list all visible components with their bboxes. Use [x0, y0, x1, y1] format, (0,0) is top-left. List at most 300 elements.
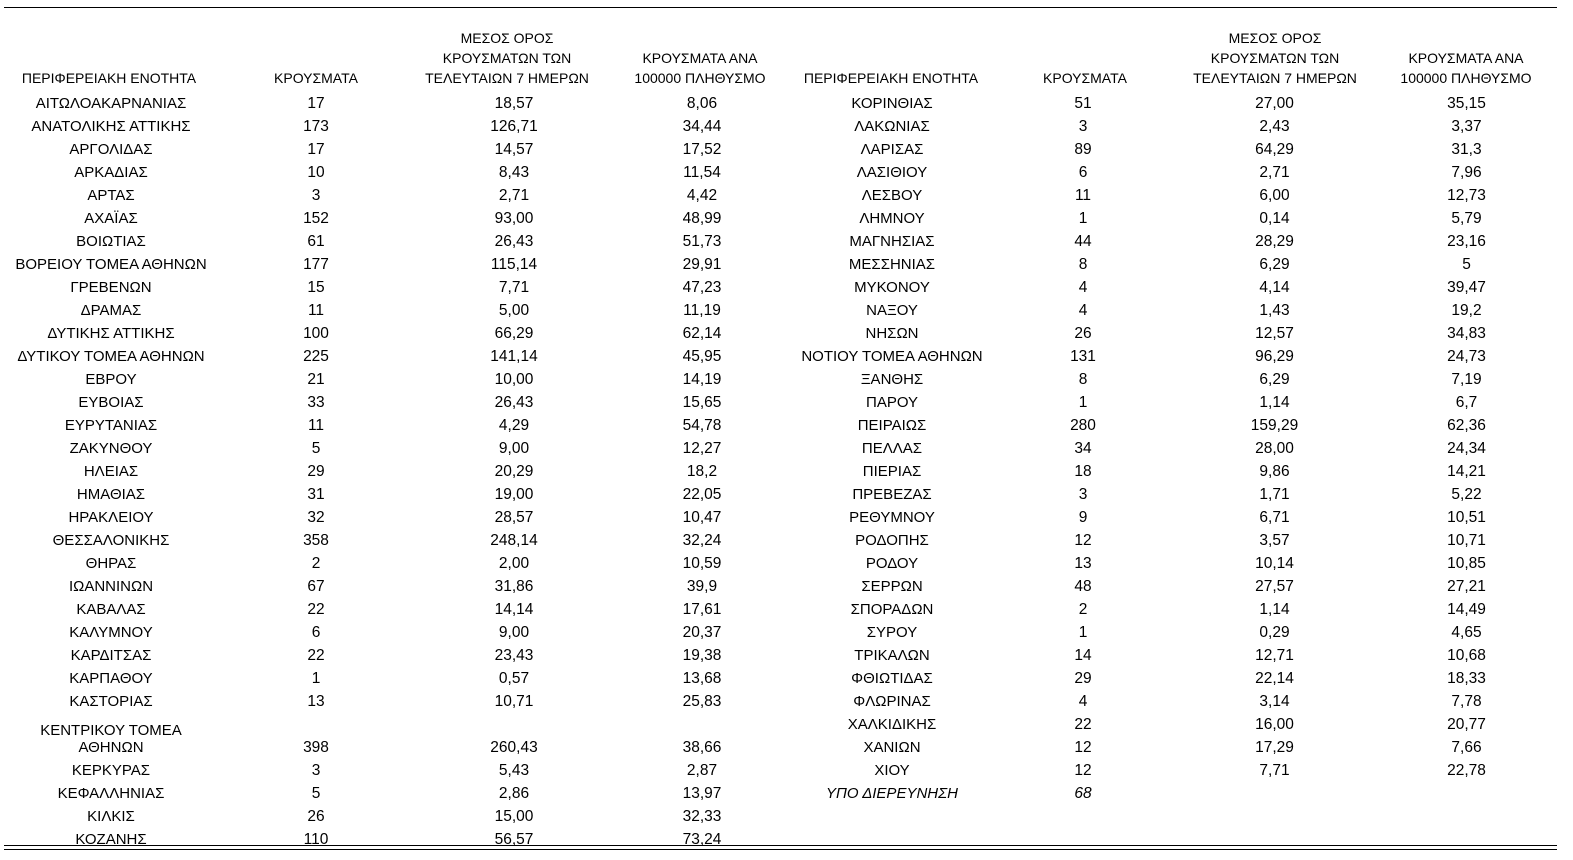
average-cell: 17,29	[1255, 739, 1294, 756]
average-cell: 2,86	[498, 785, 530, 802]
header-average-line2: ΚΡΟΥΣΜΑΤΩΝ ΤΩΝ	[442, 50, 572, 66]
per100k-cell: 22,78	[1447, 762, 1486, 779]
per100k-cell: 10,71	[1447, 532, 1486, 549]
cases-cell: 29	[1074, 670, 1092, 687]
table-row	[4, 687, 790, 710]
per100k-cell: 24,73	[1447, 348, 1486, 365]
per100k-cell: 11,19	[683, 302, 721, 319]
cases-cell: 3	[311, 187, 321, 204]
header-region-label: ΠΕΡΙΦΕΡΕΙΑΚΗ ΕΝΟΤΗΤΑ	[803, 70, 979, 86]
per100k-cell: 7,19	[1451, 371, 1482, 388]
cases-cell: 358	[303, 532, 329, 549]
region-cell: ΠΑΡΟΥ	[865, 394, 919, 411]
table-row	[4, 296, 790, 319]
average-cell: 6,29	[1259, 256, 1290, 273]
per100k-cell: 2,87	[686, 762, 718, 779]
cases-cell: 8	[1078, 371, 1088, 388]
per100k-cell: 4,42	[686, 187, 718, 204]
average-cell: 23,43	[494, 647, 534, 664]
table-row	[791, 572, 1557, 595]
region-cell	[4, 710, 218, 756]
region-cell: ΔΡΑΜΑΣ	[80, 302, 142, 319]
header-per100k-line2: 100000 ΠΛΗΘΥΣΜΟ	[1400, 70, 1532, 86]
table-row	[4, 181, 790, 204]
header-cases-right	[1033, 22, 1137, 88]
average-cell: 9,00	[498, 440, 530, 457]
region-cell: ΑΡΓΟΛΙΔΑΣ	[69, 141, 153, 158]
header-per100k-line1: ΚΡΟΥΣΜΑΤΑ ΑΝΑ	[642, 50, 758, 66]
per100k-cell: 3,37	[1451, 118, 1482, 135]
average-cell: 159,29	[1250, 417, 1299, 434]
cases-cell: 33	[307, 394, 325, 411]
average-cell: 248,14	[490, 532, 538, 549]
table-row	[791, 710, 1557, 733]
table-row	[791, 388, 1557, 411]
average-cell: 0,29	[1259, 624, 1290, 641]
average-cell: 20,29	[494, 463, 534, 480]
per100k-cell: 5,79	[1451, 210, 1482, 227]
cases-cell: 68	[1074, 785, 1092, 802]
cases-cell: 32	[307, 509, 325, 526]
cases-cell: 26	[307, 808, 325, 825]
table-row	[791, 526, 1557, 549]
per100k-cell: 7,96	[1451, 164, 1482, 181]
table-row	[4, 158, 790, 181]
per100k-cell: 54,78	[682, 417, 722, 434]
average-cell: 115,14	[490, 256, 538, 273]
cases-cell: 3	[1078, 118, 1088, 135]
table-row	[4, 641, 790, 664]
top-rule	[4, 7, 1557, 8]
average-cell: 10,71	[494, 693, 534, 710]
header-average-line1: ΜΕΣΟΣ ΟΡΟΣ	[1228, 30, 1322, 46]
average-cell: 27,57	[1255, 578, 1294, 595]
per100k-cell: 8,06	[686, 95, 718, 112]
region-cell: ΖΑΚΥΝΘΟΥ	[69, 440, 153, 457]
table-row	[791, 273, 1557, 296]
region-cell: ΦΛΩΡΙΝΑΣ	[853, 693, 931, 710]
average-cell: 126,71	[490, 118, 538, 135]
cases-cell: 3	[1078, 486, 1088, 503]
cases-cell: 17	[307, 95, 325, 112]
cases-cell: 51	[1074, 95, 1092, 112]
average-cell: 0,14	[1259, 210, 1290, 227]
per100k-cell: 34,83	[1447, 325, 1486, 342]
per100k-cell: 6,7	[1455, 394, 1478, 411]
cases-cell: 12	[1074, 532, 1092, 549]
per100k-cell: 12,73	[1447, 187, 1486, 204]
table-row	[791, 480, 1557, 503]
left-table-body	[4, 89, 790, 848]
cases-cell: 67	[307, 578, 325, 595]
per100k-cell: 11,54	[683, 164, 721, 181]
cases-cell: 29	[307, 463, 325, 480]
region-cell: ΚΕΦΑΛΛΗΝΙΑΣ	[57, 785, 165, 802]
region-cell: ΚΑΡΠΑΘΟΥ	[69, 670, 153, 687]
average-cell: 18,57	[494, 95, 534, 112]
region-cell: ΧΑΝΙΩΝ	[863, 739, 921, 756]
table-row	[791, 595, 1557, 618]
region-cell: ΡΟΔΟΠΗΣ	[855, 532, 929, 549]
cases-cell: 9	[1078, 509, 1088, 526]
table-row	[4, 319, 790, 342]
per100k-cell: 20,77	[1447, 716, 1486, 733]
average-cell: 1,43	[1259, 302, 1290, 319]
table-row	[791, 411, 1557, 434]
table-row	[4, 388, 790, 411]
table-row	[791, 181, 1557, 204]
table-row	[4, 664, 790, 687]
region-cell: ΗΜΑΘΙΑΣ	[76, 486, 146, 503]
per100k-cell: 39,9	[686, 578, 718, 595]
average-cell: 22,14	[1255, 670, 1294, 687]
average-cell: 4,29	[498, 417, 530, 434]
per100k-cell: 73,24	[682, 831, 722, 848]
cases-cell: 13	[307, 693, 325, 710]
table-row	[4, 549, 790, 572]
region-cell: ΣΥΡΟΥ	[866, 624, 918, 641]
header-average-left	[412, 22, 602, 88]
region-cell: ΔΥΤΙΚΗΣ ΑΤΤΙΚΗΣ	[47, 325, 175, 342]
per100k-cell: 35,15	[1447, 95, 1486, 112]
table-row	[791, 342, 1557, 365]
region-cell: ΡΕΘΥΜΝΟΥ	[849, 509, 935, 526]
average-cell: 66,29	[494, 325, 534, 342]
table-row	[791, 365, 1557, 388]
per100k-cell: 4,65	[1451, 624, 1482, 641]
cases-cell: 12	[1074, 739, 1092, 756]
average-cell	[1173, 779, 1376, 802]
region-cell: ΚΑΛΥΜΝΟΥ	[69, 624, 153, 641]
average-cell: 56,57	[494, 831, 534, 848]
average-cell: 2,43	[1259, 118, 1290, 135]
average-cell: 28,57	[494, 509, 534, 526]
region-cell: ΛΑΣΙΘΙΟΥ	[856, 164, 928, 181]
right-table-body	[791, 89, 1557, 825]
header-region-right	[793, 22, 989, 88]
table-row	[4, 204, 790, 227]
region-cell: ΥΠΟ ΔΙΕΡΕΥΝΗΣΗ	[826, 785, 958, 802]
cases-cell: 26	[1074, 325, 1092, 342]
average-cell: 1,71	[1259, 486, 1290, 503]
right-data-table	[791, 89, 1557, 825]
cases-cell: 8	[1078, 256, 1088, 273]
average-cell: 16,00	[1255, 716, 1294, 733]
average-cell: 6,29	[1259, 371, 1290, 388]
average-cell: 96,29	[1255, 348, 1294, 365]
cases-cell: 31	[307, 486, 325, 503]
table-row	[791, 641, 1557, 664]
table-row	[791, 319, 1557, 342]
average-cell: 10,00	[494, 371, 534, 388]
region-cell: ΑΡΤΑΣ	[87, 187, 135, 204]
cases-cell: 2	[1078, 601, 1088, 618]
table-row	[791, 112, 1557, 135]
average-cell: 93,00	[494, 210, 534, 227]
per100k-cell: 10,59	[682, 555, 722, 572]
region-cell: ΙΩΑΝΝΙΝΩΝ	[68, 578, 154, 595]
per100k-cell: 10,47	[682, 509, 722, 526]
per100k-cell: 18,33	[1447, 670, 1486, 687]
table-row	[4, 480, 790, 503]
region-cell: ΝΑΞΟΥ	[866, 302, 918, 319]
region-cell: ΠΡΕΒΕΖΑΣ	[852, 486, 932, 503]
per100k-cell: 19,2	[1451, 302, 1482, 319]
region-cell: ΘΗΡΑΣ	[85, 555, 137, 572]
per100k-cell: 7,66	[1451, 739, 1482, 756]
average-cell: 7,71	[1259, 762, 1290, 779]
cases-cell: 1	[1078, 624, 1088, 641]
region-cell: ΚΑΡΔΙΤΣΑΣ	[70, 647, 152, 664]
per100k-cell: 19,38	[682, 647, 722, 664]
per100k-cell: 45,95	[682, 348, 722, 365]
average-cell: 26,43	[494, 394, 534, 411]
per100k-cell: 31,3	[1451, 141, 1482, 158]
per100k-cell: 32,24	[682, 532, 722, 549]
table-row	[791, 89, 1557, 112]
region-cell: ΣΠΟΡΑΔΩΝ	[850, 601, 934, 618]
cases-cell: 11	[307, 417, 325, 434]
region-cell: ΝΟΤΙΟΥ ΤΟΜΕΑ ΑΘΗΝΩΝ	[801, 348, 983, 365]
cases-cell: 3	[311, 762, 321, 779]
region-cell: ΤΡΙΚΑΛΩΝ	[854, 647, 930, 664]
cases-cell	[993, 802, 1173, 825]
region-cell-line1: ΚΕΝΤΡΙΚΟΥ ΤΟΜΕΑ	[40, 722, 182, 739]
average-cell: 5,43	[498, 762, 530, 779]
average-cell: 14,57	[494, 141, 534, 158]
cases-cell: 225	[303, 348, 329, 365]
region-cell: ΘΕΣΣΑΛΟΝΙΚΗΣ	[52, 532, 170, 549]
table-row	[791, 135, 1557, 158]
table-row	[4, 572, 790, 595]
per100k-cell: 14,49	[1447, 601, 1486, 618]
average-cell: 0,57	[498, 670, 530, 687]
region-cell: ΑΝΑΤΟΛΙΚΗΣ ΑΤΤΙΚΗΣ	[31, 118, 191, 135]
per100k-cell: 25,83	[682, 693, 722, 710]
bottom-double-rule	[4, 849, 1557, 850]
region-cell: ΕΥΡΥΤΑΝΙΑΣ	[64, 417, 158, 434]
cases-cell: 1	[1078, 394, 1088, 411]
header-cases-left	[264, 22, 368, 88]
per100k-cell: 5	[1462, 256, 1471, 273]
region-cell: ΛΗΜΝΟΥ	[859, 210, 925, 227]
per100k-cell: 23,16	[1447, 233, 1486, 250]
table-row	[791, 250, 1557, 273]
region-cell: ΕΒΡΟΥ	[85, 371, 137, 388]
cases-cell: 89	[1074, 141, 1092, 158]
table-row	[791, 434, 1557, 457]
per100k-cell: 47,23	[682, 279, 722, 296]
table-row	[791, 227, 1557, 250]
per100k-cell: 62,36	[1447, 417, 1486, 434]
average-cell: 3,14	[1259, 693, 1290, 710]
table-row	[791, 664, 1557, 687]
region-cell: ΚΟΖΑΝΗΣ	[75, 831, 147, 848]
table-row	[4, 112, 790, 135]
per100k-cell: 13,97	[682, 785, 722, 802]
table-row	[4, 779, 790, 802]
per100k-cell: 27,21	[1447, 578, 1486, 595]
average-cell: 6,00	[1259, 187, 1290, 204]
header-region-left	[4, 22, 214, 88]
region-cell: ΕΥΒΟΙΑΣ	[78, 394, 144, 411]
cases-cell: 398	[303, 739, 329, 756]
cases-cell: 2	[311, 555, 321, 572]
region-cell: ΦΘΙΩΤΙΔΑΣ	[851, 670, 933, 687]
region-cell: ΚΑΣΤΟΡΙΑΣ	[69, 693, 153, 710]
average-cell: 7,71	[498, 279, 530, 296]
per100k-cell: 32,33	[682, 808, 722, 825]
per100k-cell: 10,68	[1447, 647, 1486, 664]
header-per100k-line1: ΚΡΟΥΣΜΑΤΑ ΑΝΑ	[1408, 50, 1524, 66]
region-cell: ΡΟΔΟΥ	[865, 555, 919, 572]
per100k-cell: 7,78	[1451, 693, 1482, 710]
header-average-line1: ΜΕΣΟΣ ΟΡΟΣ	[460, 30, 554, 46]
table-row	[791, 549, 1557, 572]
average-cell: 19,00	[494, 486, 534, 503]
table-row	[4, 434, 790, 457]
cases-cell: 11	[1074, 187, 1092, 204]
region-cell: ΒΟΙΩΤΙΑΣ	[76, 233, 146, 250]
region-cell: ΛΕΣΒΟΥ	[861, 187, 923, 204]
region-cell: ΠΕΛΛΑΣ	[861, 440, 923, 457]
cases-cell: 14	[1074, 647, 1092, 664]
average-cell: 1,14	[1259, 394, 1290, 411]
per100k-cell: 13,68	[682, 670, 722, 687]
region-cell: ΚΟΡΙΝΘΙΑΣ	[851, 95, 933, 112]
per100k-cell: 24,34	[1447, 440, 1486, 457]
table-row	[4, 457, 790, 480]
average-cell: 2,00	[498, 555, 530, 572]
header-average-line2: ΚΡΟΥΣΜΑΤΩΝ ΤΩΝ	[1210, 50, 1340, 66]
cases-cell: 4	[1078, 302, 1088, 319]
table-row	[4, 250, 790, 273]
region-cell: ΑΡΚΑΔΙΑΣ	[74, 164, 148, 181]
region-cell: ΚΙΛΚΙΣ	[87, 808, 135, 825]
per100k-cell: 10,85	[1447, 555, 1486, 572]
table-row	[791, 756, 1557, 779]
average-cell: 5,00	[498, 302, 530, 319]
region-cell: ΣΕΡΡΩΝ	[861, 578, 923, 595]
per100k-cell	[1376, 779, 1557, 802]
cases-cell: 21	[307, 371, 325, 388]
average-cell: 8,43	[498, 164, 530, 181]
table-row	[791, 296, 1557, 319]
table-row	[791, 204, 1557, 227]
table-row	[791, 503, 1557, 526]
cases-cell: 6	[1078, 164, 1088, 181]
region-cell: ΠΕΙΡΑΙΩΣ	[857, 417, 927, 434]
table-row	[4, 342, 790, 365]
cases-cell: 22	[307, 601, 325, 618]
cases-cell: 1	[311, 670, 321, 687]
average-cell: 28,00	[1255, 440, 1294, 457]
region-cell: ΧΙΟΥ	[874, 762, 910, 779]
average-cell: 14,14	[494, 601, 534, 618]
table-row	[4, 503, 790, 526]
average-cell: 10,14	[1255, 555, 1294, 572]
average-cell: 6,71	[1259, 509, 1290, 526]
average-cell: 31,86	[494, 578, 534, 595]
table-row	[4, 526, 790, 549]
cases-cell: 18	[1074, 463, 1092, 480]
cases-cell: 22	[1074, 716, 1092, 733]
region-cell: ΑΙΤΩΛΟΑΚΑΡΝΑΝΙΑΣ	[35, 95, 187, 112]
table-row	[4, 89, 790, 112]
table-row	[791, 779, 1557, 802]
per100k-cell: 17,61	[682, 601, 722, 618]
cases-cell: 1	[1078, 210, 1088, 227]
per100k-cell: 51,73	[682, 233, 722, 250]
average-cell: 9,86	[1259, 463, 1290, 480]
table-row	[4, 135, 790, 158]
table-row	[791, 802, 1557, 825]
average-cell: 3,57	[1259, 532, 1290, 549]
per100k-cell: 14,21	[1447, 463, 1486, 480]
cases-cell: 131	[1070, 348, 1096, 365]
table-row	[791, 733, 1557, 756]
table-row	[4, 618, 790, 641]
bottom-rule	[4, 845, 1557, 846]
header-cases-label: ΚΡΟΥΣΜΑΤΑ	[274, 70, 358, 86]
cases-cell: 152	[303, 210, 329, 227]
per100k-cell: 34,44	[682, 118, 722, 135]
region-cell: ΗΡΑΚΛΕΙΟΥ	[68, 509, 154, 526]
region-cell: ΜΥΚΟΝΟΥ	[854, 279, 930, 296]
region-cell: ΧΑΛΚΙΔΙΚΗΣ	[847, 716, 937, 733]
header-average-line3: ΤΕΛΕΥΤΑΙΩΝ 7 ΗΜΕΡΩΝ	[425, 70, 589, 86]
table-row	[4, 756, 790, 779]
cases-cell: 48	[1074, 578, 1092, 595]
average-cell: 2,71	[498, 187, 530, 204]
cases-cell: 5	[311, 785, 321, 802]
table-row	[4, 273, 790, 296]
cases-cell: 100	[303, 325, 329, 342]
header-average-right	[1180, 22, 1370, 88]
region-cell: ΛΑΚΩΝΙΑΣ	[854, 118, 930, 135]
region-cell	[791, 802, 993, 825]
region-cell: ΗΛΕΙΑΣ	[83, 463, 139, 480]
table-row	[4, 411, 790, 434]
average-cell	[1173, 802, 1376, 825]
cases-cell: 12	[1074, 762, 1092, 779]
cases-cell: 17	[307, 141, 325, 158]
region-cell: ΝΗΣΩΝ	[865, 325, 919, 342]
per100k-cell: 14,19	[682, 371, 722, 388]
cases-cell: 5	[311, 440, 321, 457]
cases-cell: 4	[1078, 279, 1088, 296]
average-cell: 15,00	[494, 808, 534, 825]
region-cell: ΜΕΣΣΗΝΙΑΣ	[848, 256, 936, 273]
region-cell: ΚΕΡΚΥΡΑΣ	[71, 762, 151, 779]
cases-cell: 10	[307, 164, 325, 181]
cases-cell: 280	[1070, 417, 1096, 434]
region-cell: ΛΑΡΙΣΑΣ	[860, 141, 924, 158]
left-data-table	[4, 89, 790, 848]
per100k-cell: 39,47	[1447, 279, 1486, 296]
average-cell: 1,14	[1259, 601, 1290, 618]
cases-cell: 6	[311, 624, 321, 641]
average-cell: 64,29	[1255, 141, 1294, 158]
average-cell: 26,43	[494, 233, 534, 250]
per100k-cell: 12,27	[682, 440, 722, 457]
average-cell: 4,14	[1259, 279, 1290, 296]
average-cell: 28,29	[1255, 233, 1294, 250]
cases-cell: 177	[303, 256, 329, 273]
cases-cell: 61	[307, 233, 325, 250]
region-cell: ΒΟΡΕΙΟΥ ΤΟΜΕΑ ΑΘΗΝΩΝ	[15, 256, 207, 273]
table-row	[791, 687, 1557, 710]
